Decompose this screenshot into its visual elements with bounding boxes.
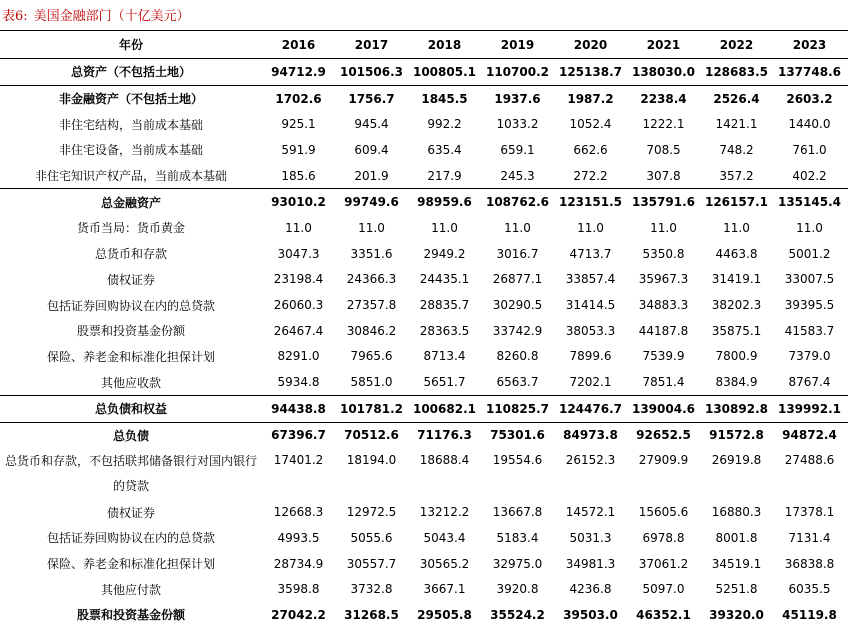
row-value: 44187.8: [638, 323, 689, 338]
row-label: 总负债和权益: [94, 402, 167, 417]
row-label: 货币当局：货币黄金: [76, 221, 185, 236]
row-value: 591.9: [281, 142, 316, 157]
row-value: 32975.0: [492, 556, 543, 571]
row-label: 总货币和存款，不包括联邦储备银行对国内银行的贷款: [4, 453, 257, 493]
row-value: 4463.8: [715, 246, 758, 261]
row-value: 3351.6: [350, 246, 393, 261]
row-value: 2238.4: [640, 91, 687, 106]
row-value: 17378.1: [784, 505, 835, 520]
row-value: 201.9: [354, 168, 389, 183]
row-value: 992.2: [427, 117, 462, 132]
row-value: 35967.3: [638, 272, 689, 287]
row-value: 91572.8: [709, 428, 764, 443]
row-value: 94712.9: [271, 64, 326, 79]
row-value: 29505.8: [417, 607, 472, 622]
row-value: 925.1: [281, 117, 316, 132]
row-label: 包括证券回购协议在内的总贷款: [46, 531, 215, 546]
row-value: 3667.1: [423, 582, 466, 597]
row-value: 30290.5: [492, 298, 543, 313]
table-title: 美国金融部门（十亿美元）: [33, 9, 190, 24]
row-value: 98959.6: [417, 195, 472, 210]
row-value: 31414.5: [565, 298, 616, 313]
row-value: 5651.7: [423, 375, 466, 390]
row-value: 31268.5: [344, 607, 399, 622]
row-value: 6035.5: [788, 582, 831, 597]
row-value: 748.2: [719, 142, 754, 157]
row-value: 2949.2: [423, 246, 466, 261]
table-row: [0, 137, 848, 163]
table-row: [0, 292, 848, 318]
row-value: 8713.4: [423, 349, 466, 364]
row-value: 357.2: [719, 168, 754, 183]
row-value: 2603.2: [786, 91, 833, 106]
row-value: 28363.5: [419, 323, 470, 338]
table-row: [0, 602, 848, 628]
row-value: 99749.6: [344, 195, 399, 210]
row-value: 39320.0: [709, 607, 764, 622]
row-value: 126157.1: [704, 195, 768, 210]
row-value: 1937.6: [494, 91, 541, 106]
row-value: 130892.8: [704, 401, 768, 416]
table-row: [0, 525, 848, 551]
row-value: 8260.8: [496, 349, 539, 364]
row-value: 7851.4: [642, 375, 685, 390]
row-value: 272.2: [573, 168, 608, 183]
row-value: 7202.1: [569, 375, 612, 390]
table-row: [0, 369, 848, 396]
row-value: 110700.2: [485, 64, 549, 79]
row-value: 12668.3: [273, 505, 324, 520]
row-value: 185.6: [281, 168, 316, 183]
table-row: [0, 499, 848, 525]
row-label: 非住宅知识产权产品，当前成本基础: [34, 169, 227, 184]
table-number: 表6:: [2, 9, 28, 24]
row-value: 18688.4: [419, 453, 470, 468]
row-value: 34883.3: [638, 298, 689, 313]
row-value: 3732.8: [350, 582, 393, 597]
row-value: 37061.2: [638, 556, 689, 571]
row-value: 30565.2: [419, 556, 470, 571]
row-value: 761.0: [792, 142, 827, 157]
row-label: 非金融资产（不包括土地）: [58, 92, 203, 107]
row-value: 662.6: [573, 142, 608, 157]
row-value: 5350.8: [642, 246, 685, 261]
row-value: 12972.5: [346, 505, 397, 520]
row-value: 8291.0: [277, 349, 320, 364]
row-label: 股票和投资基金份额: [76, 324, 185, 339]
row-label: 债权证券: [106, 505, 155, 520]
row-value: 402.2: [792, 168, 827, 183]
row-value: 5031.3: [569, 530, 612, 545]
row-value: 1421.1: [715, 117, 758, 132]
row-value: 4713.7: [569, 246, 612, 261]
row-value: 18194.0: [346, 453, 397, 468]
row-value: 6563.7: [496, 375, 539, 390]
row-value: 8767.4: [788, 375, 831, 390]
table-caption: [2, 6, 190, 28]
row-value: 30846.2: [346, 323, 397, 338]
row-value: 123151.5: [558, 195, 622, 210]
header-year: 2016: [281, 37, 316, 52]
row-value: 5251.8: [715, 582, 758, 597]
row-value: 38202.3: [711, 298, 762, 313]
row-value: 14572.1: [565, 505, 616, 520]
row-value: 11.0: [796, 220, 823, 235]
row-value: 11.0: [723, 220, 750, 235]
row-value: 101506.3: [339, 64, 403, 79]
row-value: 26060.3: [273, 298, 324, 313]
row-value: 945.4: [354, 117, 389, 132]
row-value: 7800.9: [715, 349, 758, 364]
row-label: 其他应付款: [100, 582, 161, 597]
row-value: 70512.6: [344, 428, 399, 443]
row-label: 总货币和存款: [94, 247, 167, 262]
row-label: 包括证券回购协议在内的总贷款: [46, 298, 215, 313]
row-value: 39503.0: [563, 607, 618, 622]
row-value: 28835.7: [419, 298, 470, 313]
row-value: 135145.4: [777, 195, 841, 210]
row-value: 84973.8: [563, 428, 618, 443]
row-value: 39395.5: [784, 298, 835, 313]
table-row: [0, 241, 848, 267]
row-value: 135791.6: [631, 195, 695, 210]
row-value: 2526.4: [713, 91, 760, 106]
row-value: 8384.9: [715, 375, 758, 390]
row-value: 46352.1: [636, 607, 691, 622]
row-label: 总负债: [112, 428, 149, 443]
row-value: 4236.8: [569, 582, 612, 597]
row-value: 7965.6: [350, 349, 393, 364]
row-value: 23198.4: [273, 272, 324, 287]
row-value: 38053.3: [565, 323, 616, 338]
row-value: 41583.7: [784, 323, 835, 338]
row-label: 债权证券: [106, 272, 155, 287]
row-label: 股票和投资基金份额: [76, 608, 185, 623]
header-year: 2022: [719, 37, 754, 52]
row-value: 5851.0: [350, 375, 393, 390]
row-value: 11.0: [650, 220, 677, 235]
row-label: 非住宅结构，当前成本基础: [58, 117, 203, 132]
row-value: 7131.4: [788, 530, 831, 545]
row-value: 307.8: [646, 168, 681, 183]
row-value: 45119.8: [782, 607, 837, 622]
row-value: 138030.0: [631, 64, 695, 79]
row-value: 34981.3: [565, 556, 616, 571]
row-value: 11.0: [431, 220, 458, 235]
header-year: 2021: [646, 37, 681, 52]
row-value: 30557.7: [346, 556, 397, 571]
row-value: 13667.8: [492, 505, 543, 520]
row-value: 110825.7: [485, 401, 549, 416]
row-value: 5183.4: [496, 530, 539, 545]
row-value: 36838.8: [784, 556, 835, 571]
table-row: [0, 448, 848, 499]
table-row: [0, 111, 848, 137]
row-value: 101781.2: [339, 401, 403, 416]
row-value: 659.1: [500, 142, 535, 157]
row-value: 708.5: [646, 142, 681, 157]
row-value: 100805.1: [412, 64, 476, 79]
row-value: 34519.1: [711, 556, 762, 571]
row-value: 17401.2: [273, 453, 324, 468]
row-value: 5043.4: [423, 530, 466, 545]
table-row: [0, 215, 848, 241]
header-year: 2018: [427, 37, 462, 52]
row-value: 245.3: [500, 168, 535, 183]
row-value: 26877.1: [492, 272, 543, 287]
row-value: 1033.2: [496, 117, 539, 132]
row-value: 71176.3: [417, 428, 472, 443]
row-value: 24366.3: [346, 272, 397, 287]
row-value: 26919.8: [711, 453, 762, 468]
financial-sector-table: [0, 30, 848, 628]
row-value: 11.0: [577, 220, 604, 235]
row-value: 13212.2: [419, 505, 470, 520]
row-value: 3016.7: [496, 246, 539, 261]
header-year: 2019: [500, 37, 535, 52]
row-value: 5001.2: [788, 246, 831, 261]
table-row: [0, 163, 848, 190]
row-value: 26152.3: [565, 453, 616, 468]
row-value: 108762.6: [485, 195, 549, 210]
row-value: 26467.4: [273, 323, 324, 338]
row-label: 非住宅设备，当前成本基础: [58, 143, 203, 158]
table-body: [0, 59, 848, 628]
row-value: 94438.8: [271, 401, 326, 416]
row-value: 5934.8: [277, 375, 320, 390]
row-value: 11.0: [358, 220, 385, 235]
table-row: [0, 551, 848, 577]
row-value: 3920.8: [496, 582, 539, 597]
row-value: 27357.8: [346, 298, 397, 313]
row-value: 93010.2: [271, 195, 326, 210]
row-value: 33742.9: [492, 323, 543, 338]
row-value: 124476.7: [558, 401, 622, 416]
row-value: 75301.6: [490, 428, 545, 443]
table-row: [0, 86, 848, 112]
row-value: 139004.6: [631, 401, 695, 416]
row-value: 28734.9: [273, 556, 324, 571]
row-value: 24435.1: [419, 272, 470, 287]
row-value: 100682.1: [412, 401, 476, 416]
row-value: 33857.4: [565, 272, 616, 287]
row-value: 5055.6: [350, 530, 393, 545]
row-label: 保险、养老金和标准化担保计划: [46, 557, 215, 572]
row-value: 1440.0: [788, 117, 831, 132]
table-row: [0, 59, 848, 86]
row-value: 27488.6: [784, 453, 835, 468]
table-row: [0, 344, 848, 370]
row-value: 7539.9: [642, 349, 685, 364]
row-value: 27042.2: [271, 607, 326, 622]
row-value: 1845.5: [421, 91, 468, 106]
row-value: 1702.6: [275, 91, 322, 106]
row-label: 总资产（不包括土地）: [70, 65, 191, 80]
row-value: 35524.2: [490, 607, 545, 622]
row-value: 137748.6: [777, 64, 841, 79]
row-value: 6978.8: [642, 530, 685, 545]
row-value: 92652.5: [636, 428, 691, 443]
row-value: 8001.8: [715, 530, 758, 545]
row-value: 7379.0: [788, 349, 831, 364]
row-value: 11.0: [504, 220, 531, 235]
row-value: 19554.6: [492, 453, 543, 468]
row-value: 27909.9: [638, 453, 689, 468]
table-header-row: [0, 31, 848, 59]
header-year: 2023: [792, 37, 827, 52]
row-value: 139992.1: [777, 401, 841, 416]
row-value: 3047.3: [277, 246, 320, 261]
row-value: 94872.4: [782, 428, 837, 443]
header-year: 2020: [573, 37, 608, 52]
table-row: [0, 318, 848, 344]
row-value: 31419.1: [711, 272, 762, 287]
row-label: 其他应收款: [100, 375, 161, 390]
row-value: 67396.7: [271, 428, 326, 443]
row-value: 16880.3: [711, 505, 762, 520]
table-row: [0, 423, 848, 449]
row-label: 总金融资产: [100, 195, 161, 210]
header-label: 年份: [118, 38, 143, 52]
row-value: 4993.5: [277, 530, 320, 545]
table-row: [0, 576, 848, 602]
row-value: 1052.4: [569, 117, 612, 132]
row-value: 635.4: [427, 142, 462, 157]
row-value: 5097.0: [642, 582, 685, 597]
table-row: [0, 396, 848, 423]
row-value: 1987.2: [567, 91, 614, 106]
row-label: 保险、养老金和标准化担保计划: [46, 349, 215, 364]
row-value: 128683.5: [704, 64, 768, 79]
row-value: 1222.1: [642, 117, 685, 132]
row-value: 35875.1: [711, 323, 762, 338]
table-row: [0, 189, 848, 215]
row-value: 11.0: [285, 220, 312, 235]
row-value: 7899.6: [569, 349, 612, 364]
header-year: 2017: [354, 37, 389, 52]
row-value: 125138.7: [558, 64, 622, 79]
row-value: 33007.5: [784, 272, 835, 287]
row-value: 1756.7: [348, 91, 395, 106]
row-value: 15605.6: [638, 505, 689, 520]
row-value: 217.9: [427, 168, 462, 183]
row-value: 609.4: [354, 142, 389, 157]
row-value: 3598.8: [277, 582, 320, 597]
table-row: [0, 267, 848, 293]
